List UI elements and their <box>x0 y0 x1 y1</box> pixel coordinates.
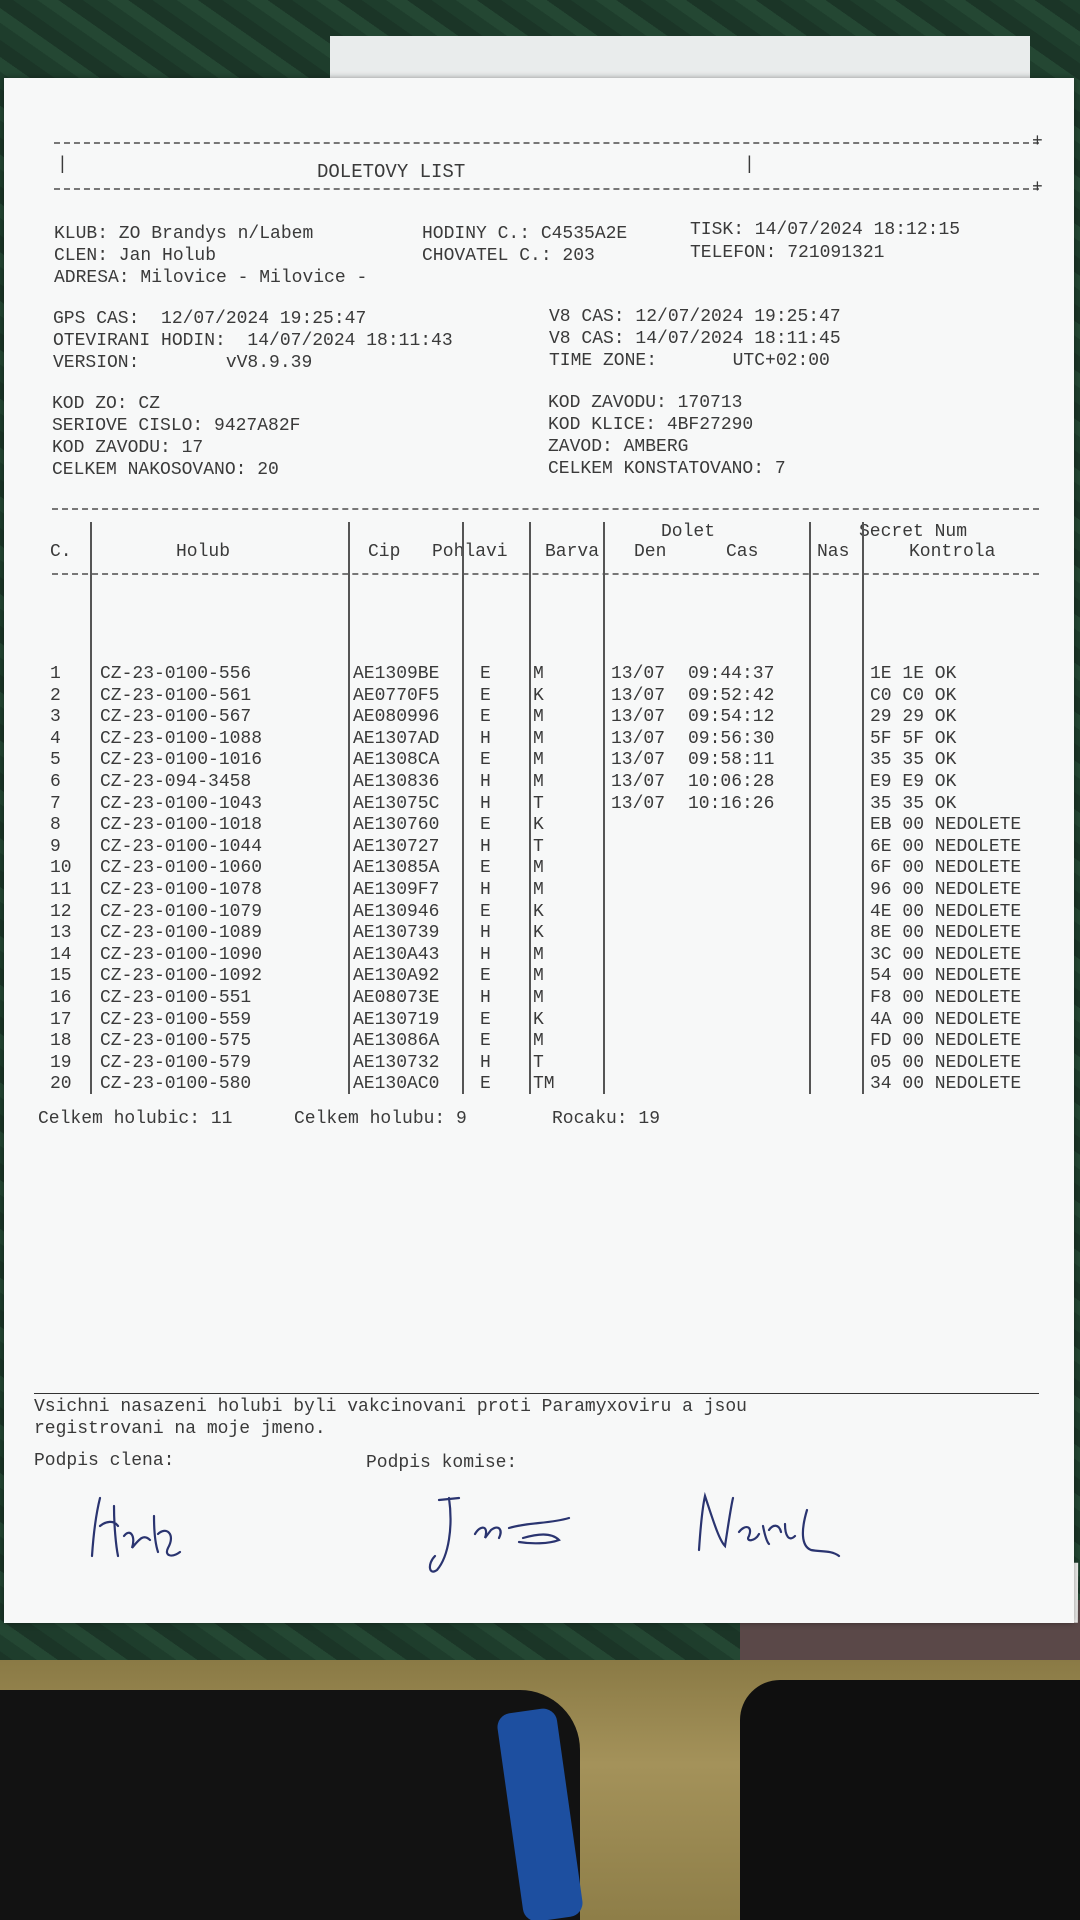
total-holubic: Celkem holubic: 11 <box>38 1109 233 1129</box>
table-row <box>4 771 1064 793</box>
col-header-c: C. <box>50 542 72 562</box>
cell-kontrola: E9 E9 OK <box>870 772 957 792</box>
cell-barva: K <box>533 685 544 706</box>
table-row <box>4 1030 1064 1052</box>
cell-number: 13 <box>50 923 72 944</box>
cell-cip: AE08073E <box>353 988 440 1008</box>
title-top-border <box>54 142 1039 144</box>
cell-kontrola: 4E 00 NEDOLETE <box>870 901 1022 922</box>
zavod: ZAVOD: AMBERG <box>548 437 689 457</box>
kod-zo: KOD ZO: CZ <box>52 394 161 414</box>
clen: CLEN: Jan Holub <box>54 246 217 266</box>
cell-barva: M <box>533 944 544 965</box>
cell-number: 14 <box>50 944 72 965</box>
cell-number: 17 <box>50 1009 72 1030</box>
cell-pohlavi: H <box>480 944 491 965</box>
cell-barva: M <box>533 707 544 728</box>
total-rocaku: Rocaku: 19 <box>552 1109 661 1129</box>
cell-barva: M <box>533 988 544 1008</box>
cell-cip: AE130946 <box>353 901 440 922</box>
cell-pohlavi: H <box>480 988 491 1008</box>
cell-holub: CZ-23-0100-1018 <box>100 815 263 836</box>
cell-pohlavi: E <box>480 707 491 728</box>
cell-cip: AE130A92 <box>353 966 440 987</box>
tisk: TISK: 14/07/2024 18:12:15 <box>690 220 961 240</box>
cell-cas: 09:58:11 <box>688 750 775 771</box>
col-header-holub: Holub <box>176 542 231 562</box>
table-row <box>4 663 1064 685</box>
table-row <box>4 879 1064 901</box>
cell-cas: 09:56:30 <box>688 728 775 749</box>
cell-kontrola: 5F 5F OK <box>870 728 957 749</box>
corner-plus: + <box>1032 132 1043 152</box>
cell-barva: M <box>533 664 544 684</box>
cell-holub: CZ-23-0100-1090 <box>100 944 263 965</box>
cell-pohlavi: E <box>480 1074 491 1095</box>
table-row <box>4 1052 1064 1074</box>
col-header-dolet: Dolet <box>661 522 716 542</box>
cell-kontrola: 35 35 OK <box>870 793 957 814</box>
gps-cas: GPS CAS: 12/07/2024 19:25:47 <box>53 309 367 329</box>
table-row <box>4 749 1064 771</box>
cell-pohlavi: E <box>480 685 491 706</box>
cell-number: 1 <box>50 664 61 684</box>
cell-cip: AE13085A <box>353 858 440 879</box>
cell-cip: AE1309F7 <box>353 880 440 900</box>
total-holubu: Celkem holubu: 9 <box>294 1109 467 1129</box>
cell-kontrola: 34 00 NEDOLETE <box>870 1074 1022 1095</box>
commission-signature-1 <box>419 1486 589 1581</box>
col-header-kontrola: Kontrola <box>909 542 996 562</box>
corner-plus: + <box>1032 178 1043 198</box>
kod-zavodu-right: KOD ZAVODU: 170713 <box>548 393 743 413</box>
registration-statement: registrovani na moje jmeno. <box>34 1419 326 1439</box>
cell-kontrola: 96 00 NEDOLETE <box>870 880 1022 900</box>
cell-holub: CZ-23-0100-580 <box>100 1074 252 1095</box>
otevirani-hodin: OTEVIRANI HODIN: 14/07/2024 18:11:43 <box>53 331 453 351</box>
cell-cip: AE130739 <box>353 923 440 944</box>
commission-signature-2 <box>689 1480 849 1570</box>
cell-den: 13/07 <box>611 772 666 792</box>
col-header-den: Den <box>634 542 667 562</box>
cell-kontrola: FD 00 NEDOLETE <box>870 1031 1022 1052</box>
table-row <box>4 685 1064 707</box>
cell-holub: CZ-23-0100-1078 <box>100 880 263 900</box>
cell-holub: CZ-23-0100-1060 <box>100 858 263 879</box>
cell-holub: CZ-23-0100-1044 <box>100 836 263 857</box>
table-row <box>4 1073 1064 1095</box>
cell-kontrola: 8E 00 NEDOLETE <box>870 923 1022 944</box>
cell-kontrola: 05 00 NEDOLETE <box>870 1052 1022 1073</box>
cell-den: 13/07 <box>611 685 666 706</box>
cell-cip: AE130732 <box>353 1052 440 1073</box>
col-header-cas: Cas <box>726 542 759 562</box>
cell-holub: CZ-23-0100-1079 <box>100 901 263 922</box>
col-header-pohlavi: Pohlavi <box>432 542 508 562</box>
cell-den: 13/07 <box>611 750 666 771</box>
table-row <box>4 706 1064 728</box>
title-right-bar: | <box>744 155 755 175</box>
cell-pohlavi: E <box>480 1009 491 1030</box>
cell-holub: CZ-23-0100-1043 <box>100 793 263 814</box>
cell-kontrola: 4A 00 NEDOLETE <box>870 1009 1022 1030</box>
cell-holub: CZ-23-0100-1016 <box>100 750 263 771</box>
cell-barva: T <box>533 793 544 814</box>
table-row <box>4 965 1064 987</box>
adresa: ADRESA: Milovice - Milovice - <box>54 268 368 288</box>
cell-number: 12 <box>50 901 72 922</box>
hodiny: HODINY C.: C4535A2E <box>422 224 628 244</box>
cell-cas: 09:54:12 <box>688 707 775 728</box>
cell-number: 11 <box>50 880 72 900</box>
cell-pohlavi: H <box>480 1052 491 1073</box>
cell-pohlavi: E <box>480 901 491 922</box>
cell-barva: M <box>533 880 544 900</box>
col-header-secret: Secret Num <box>859 522 968 542</box>
vaccination-statement: Vsichni nasazeni holubi byli vakcinovani proti Paramyxoviru a jsou <box>34 1397 747 1417</box>
cell-cip: AE13075C <box>353 793 440 814</box>
cell-kontrola: F8 00 NEDOLETE <box>870 988 1022 1008</box>
cell-kontrola: C0 C0 OK <box>870 685 957 706</box>
cell-barva: M <box>533 728 544 749</box>
cell-barva: K <box>533 815 544 836</box>
table-row <box>4 836 1064 858</box>
cell-barva: M <box>533 772 544 792</box>
cell-number: 3 <box>50 707 61 728</box>
cell-holub: CZ-23-0100-579 <box>100 1052 252 1073</box>
cell-kontrola: EB 00 NEDOLETE <box>870 815 1022 836</box>
cell-cip: AE130727 <box>353 836 440 857</box>
background-leg <box>0 1690 580 1920</box>
cell-number: 10 <box>50 858 72 879</box>
table-row <box>4 922 1064 944</box>
cell-cip: AE13086A <box>353 1031 440 1052</box>
document-page <box>4 78 1074 1623</box>
cell-cip: AE130A43 <box>353 944 440 965</box>
col-header-nas: Nas <box>817 542 850 562</box>
cell-pohlavi: E <box>480 664 491 684</box>
cell-number: 9 <box>50 836 61 857</box>
cell-barva: T <box>533 1052 544 1073</box>
cell-kontrola: 1E 1E OK <box>870 664 957 684</box>
cell-barva: M <box>533 1031 544 1052</box>
cell-number: 6 <box>50 772 61 792</box>
cell-barva: K <box>533 1009 544 1030</box>
title-bottom-border <box>54 188 1039 190</box>
v8-cas-1: V8 CAS: 12/07/2024 19:25:47 <box>549 307 841 327</box>
celkem-nakosovano: CELKEM NAKOSOVANO: 20 <box>52 460 279 480</box>
cell-barva: M <box>533 966 544 987</box>
col-header-barva: Barva <box>545 542 600 562</box>
cell-number: 18 <box>50 1031 72 1052</box>
cell-barva: M <box>533 858 544 879</box>
table-row <box>4 793 1064 815</box>
cell-pohlavi: E <box>480 750 491 771</box>
table-row <box>4 814 1064 836</box>
cell-barva: K <box>533 901 544 922</box>
cell-holub: CZ-23-0100-1088 <box>100 728 263 749</box>
cell-holub: CZ-23-0100-1089 <box>100 923 263 944</box>
cell-pohlavi: H <box>480 836 491 857</box>
cell-number: 4 <box>50 728 61 749</box>
cell-pohlavi: H <box>480 728 491 749</box>
cell-cas: 09:44:37 <box>688 664 775 684</box>
cell-number: 19 <box>50 1052 72 1073</box>
cell-den: 13/07 <box>611 664 666 684</box>
table-row <box>4 728 1064 750</box>
cell-number: 16 <box>50 988 72 1008</box>
cell-holub: CZ-23-094-3458 <box>100 772 252 792</box>
cell-barva: TM <box>533 1074 555 1095</box>
cell-cip: AE130760 <box>353 815 440 836</box>
cell-pohlavi: E <box>480 858 491 879</box>
col-header-cip: Cip <box>368 542 401 562</box>
cell-cip: AE130719 <box>353 1009 440 1030</box>
cell-cip: AE080996 <box>353 707 440 728</box>
table-row <box>4 857 1064 879</box>
commission-signature-label: Podpis komise: <box>366 1453 518 1473</box>
klub: KLUB: ZO Brandys n/Labem <box>54 224 314 244</box>
cell-cip: AE130AC0 <box>353 1074 440 1095</box>
cell-pohlavi: E <box>480 815 491 836</box>
table-row <box>4 944 1064 966</box>
cell-pohlavi: H <box>480 793 491 814</box>
cell-number: 5 <box>50 750 61 771</box>
chovatel: CHOVATEL C.: 203 <box>422 246 595 266</box>
cell-holub: CZ-23-0100-575 <box>100 1031 252 1052</box>
cell-kontrola: 3C 00 NEDOLETE <box>870 944 1022 965</box>
cell-number: 15 <box>50 966 72 987</box>
cell-cas: 09:52:42 <box>688 685 775 706</box>
cell-pohlavi: E <box>480 1031 491 1052</box>
cell-kontrola: 35 35 OK <box>870 750 957 771</box>
cell-pohlavi: H <box>480 772 491 792</box>
table-top-border <box>52 508 1039 510</box>
cell-holub: CZ-23-0100-561 <box>100 685 252 706</box>
table-row <box>4 1009 1064 1031</box>
cell-holub: CZ-23-0100-1092 <box>100 966 263 987</box>
table-row <box>4 987 1064 1009</box>
background-leg-right <box>740 1680 1080 1920</box>
cell-barva: T <box>533 836 544 857</box>
cell-kontrola: 54 00 NEDOLETE <box>870 966 1022 987</box>
cell-cip: AE1307AD <box>353 728 440 749</box>
telefon: TELEFON: 721091321 <box>690 243 885 263</box>
footer-rule <box>34 1393 1039 1394</box>
celkem-konstatovano: CELKEM KONSTATOVANO: 7 <box>548 459 786 479</box>
cell-barva: K <box>533 923 544 944</box>
time-zone: TIME ZONE: UTC+02:00 <box>549 351 830 371</box>
kod-klice: KOD KLICE: 4BF27290 <box>548 415 754 435</box>
title-left-bar: | <box>57 155 68 175</box>
cell-cip: AE130836 <box>353 772 440 792</box>
cell-pohlavi: H <box>480 923 491 944</box>
cell-kontrola: 6F 00 NEDOLETE <box>870 858 1022 879</box>
cell-number: 20 <box>50 1074 72 1095</box>
cell-den: 13/07 <box>611 793 666 814</box>
v8-cas-2: V8 CAS: 14/07/2024 18:11:45 <box>549 329 841 349</box>
cell-den: 13/07 <box>611 728 666 749</box>
cell-kontrola: 6E 00 NEDOLETE <box>870 836 1022 857</box>
member-signature <box>84 1486 194 1576</box>
cell-cip: AE0770F5 <box>353 685 440 706</box>
kod-zavodu-left: KOD ZAVODU: 17 <box>52 438 204 458</box>
cell-holub: CZ-23-0100-556 <box>100 664 252 684</box>
table-header-border <box>52 573 1039 575</box>
cell-holub: CZ-23-0100-551 <box>100 988 252 1008</box>
seriove-cislo: SERIOVE CISLO: 9427A82F <box>52 416 301 436</box>
cell-number: 2 <box>50 685 61 706</box>
cell-cip: AE1308CA <box>353 750 440 771</box>
cell-cas: 10:06:28 <box>688 772 775 792</box>
cell-barva: M <box>533 750 544 771</box>
table-row <box>4 901 1064 923</box>
cell-pohlavi: H <box>480 880 491 900</box>
member-signature-label: Podpis clena: <box>34 1451 175 1471</box>
cell-cas: 10:16:26 <box>688 793 775 814</box>
cell-number: 7 <box>50 793 61 814</box>
cell-holub: CZ-23-0100-567 <box>100 707 252 728</box>
document-title: DOLETOVY LIST <box>317 161 466 183</box>
cell-kontrola: 29 29 OK <box>870 707 957 728</box>
cell-holub: CZ-23-0100-559 <box>100 1009 252 1030</box>
version: VERSION: vV8.9.39 <box>53 353 313 373</box>
cell-cip: AE1309BE <box>353 664 440 684</box>
cell-pohlavi: E <box>480 966 491 987</box>
cell-den: 13/07 <box>611 707 666 728</box>
cell-number: 8 <box>50 815 61 836</box>
